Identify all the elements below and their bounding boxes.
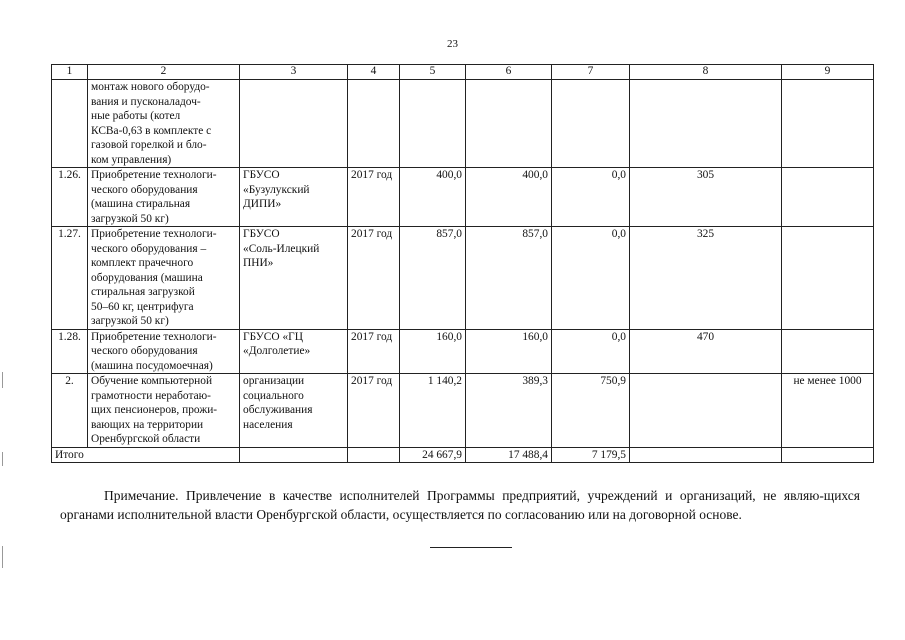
row-number-cell: 1.27. <box>52 227 88 330</box>
header-cell: 8 <box>630 65 782 80</box>
header-cell: 3 <box>240 65 348 80</box>
year-cell: 2017 год <box>348 227 400 330</box>
table-row <box>52 329 874 374</box>
header-cell: 4 <box>348 65 400 80</box>
row-number-cell: 1.26. <box>52 168 88 227</box>
other-sources-cell: 750,9 <box>552 374 630 448</box>
row-number-cell: 1.28. <box>52 329 88 374</box>
margin-mark <box>2 452 3 466</box>
indicator-cell: не менее 1000 <box>782 374 874 448</box>
year-cell: 2017 год <box>348 168 400 227</box>
executor-cell: организации социального обслуживания населения <box>240 374 348 448</box>
regional-budget-cell: 857,0 <box>466 227 552 330</box>
end-separator-line <box>430 547 512 548</box>
header-cell: 7 <box>552 65 630 80</box>
total-row <box>52 447 874 463</box>
activity-name-cell: Обучение компьютерной грамотности неработаю- щих пенсионеров, прожи- вающих на территории Оренбургской области <box>88 374 240 448</box>
header-cell: 1 <box>52 65 88 80</box>
program-table <box>51 64 874 463</box>
empty-cell <box>240 447 348 463</box>
year-cell: 2017 год <box>348 374 400 448</box>
indicator-cell <box>630 374 782 448</box>
regional-budget-cell: 400,0 <box>466 168 552 227</box>
row-number-cell: 2. <box>52 374 88 448</box>
total-amount-cell: 160,0 <box>400 329 466 374</box>
empty-cell <box>348 447 400 463</box>
total-label-cell: Итого <box>52 447 240 463</box>
margin-mark <box>2 372 3 388</box>
other-sources-cell: 0,0 <box>552 168 630 227</box>
other-sources-cell: 0,0 <box>552 329 630 374</box>
table-row <box>52 80 874 168</box>
activity-name-cell: Приобретение технологи- ческого оборудования – комплект прачечного оборудования (машина стиральная загрузкой 50–60 кг, центрифуга загрузкой 50 кг) <box>88 227 240 330</box>
year-cell <box>348 80 400 168</box>
other-sources-cell: 0,0 <box>552 227 630 330</box>
executor-cell: ГБУСО «Бузулукский ДИПИ» <box>240 168 348 227</box>
total-amount-cell: 24 667,9 <box>400 447 466 463</box>
table-row <box>52 227 874 330</box>
table-body <box>52 65 874 463</box>
total-amount-cell: 857,0 <box>400 227 466 330</box>
activity-name-cell: монтаж нового оборудо- вания и пусконаладоч- ные работы (котел КСВа-0,63 в комплекте с газовой горелкой и бло- ком управления) <box>88 80 240 168</box>
indicator-cell <box>782 168 874 227</box>
other-sources-cell: 7 179,5 <box>552 447 630 463</box>
indicator-cell: 325 <box>630 227 782 330</box>
regional-budget-cell <box>466 80 552 168</box>
total-amount-cell <box>400 80 466 168</box>
regional-budget-cell: 389,3 <box>466 374 552 448</box>
executor-cell: ГБУСО «Соль-Илецкий ПНИ» <box>240 227 348 330</box>
executor-cell <box>240 80 348 168</box>
indicator-cell: 470 <box>630 329 782 374</box>
row-number-cell <box>52 80 88 168</box>
total-amount-cell: 400,0 <box>400 168 466 227</box>
activity-name-cell: Приобретение технологи- ческого оборудования (машина посудомоечная) <box>88 329 240 374</box>
indicator-cell <box>782 227 874 330</box>
indicator-cell <box>782 80 874 168</box>
margin-mark <box>2 546 3 568</box>
total-amount-cell: 1 140,2 <box>400 374 466 448</box>
other-sources-cell <box>552 80 630 168</box>
header-cell: 5 <box>400 65 466 80</box>
header-cell: 6 <box>466 65 552 80</box>
indicator-cell: 305 <box>630 168 782 227</box>
empty-cell <box>782 447 874 463</box>
executor-cell: ГБУСО «ГЦ «Долголетие» <box>240 329 348 374</box>
header-cell: 2 <box>88 65 240 80</box>
activity-name-cell: Приобретение технологи- ческого оборудования (машина стиральная загрузкой 50 кг) <box>88 168 240 227</box>
header-cell: 9 <box>782 65 874 80</box>
empty-cell <box>630 447 782 463</box>
table-row <box>52 168 874 227</box>
year-cell: 2017 год <box>348 329 400 374</box>
indicator-cell <box>630 80 782 168</box>
header-row <box>52 65 874 80</box>
regional-budget-cell: 160,0 <box>466 329 552 374</box>
indicator-cell <box>782 329 874 374</box>
note-paragraph: Примечание. Привлечение в качестве исполнителей Программы предприятий, учреждений и организаций, не являю-щихся органами исполнительной власти Оренбургской области, осуществляется по согласованию или на договорной основе. <box>60 488 860 522</box>
page-number: 23 <box>447 38 458 50</box>
table-row <box>52 374 874 448</box>
regional-budget-cell: 17 488,4 <box>466 447 552 463</box>
